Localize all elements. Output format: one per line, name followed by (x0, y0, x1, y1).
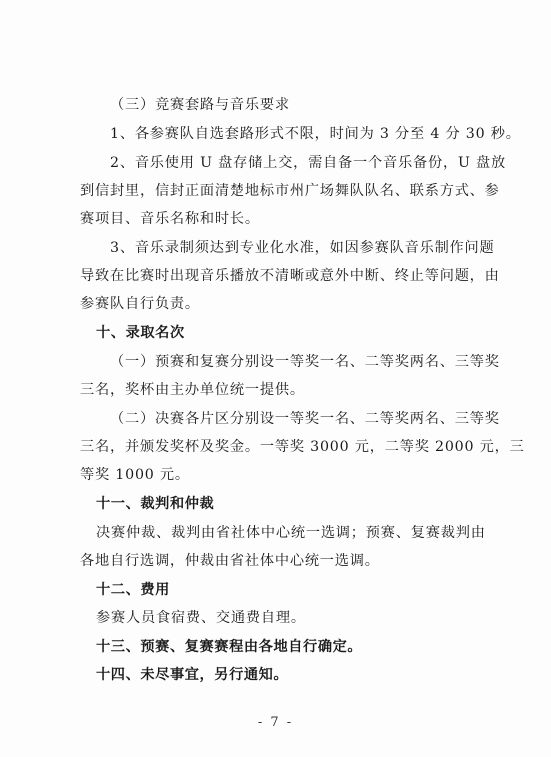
paragraph-line: 赛项目、音乐名称和时长。 (80, 211, 260, 227)
paragraph-line: 2、音乐使用 U 盘存储上交，需自备一个音乐备份，U 盘放 (110, 155, 506, 171)
section-heading-awards: 十、录取名次 (96, 325, 185, 341)
paragraph-line: 三名，奖杯由主办单位统一提供。 (80, 382, 305, 398)
paragraph-line: 3、音乐录制须达到专业化水准，如因参赛队音乐制作问题 (110, 240, 495, 256)
paragraph-line: （二）决赛各片区分别设一等奖一名、二等奖两名、三等奖 (110, 411, 500, 427)
paragraph-line: 参赛队自行负责。 (80, 296, 200, 312)
paragraph-line: 参赛人员食宿费、交通费自理。 (96, 610, 306, 626)
section-heading-other-matters: 十四、未尽事宜，另行通知。 (96, 667, 289, 683)
paragraph-line: 各地自行选调，仲裁由省社体中心统一选调。 (80, 553, 380, 569)
paragraph-line: 决赛仲裁、裁判由省社体中心统一选调；预赛、复赛裁判由 (96, 525, 486, 541)
paragraph-line: 1、各参赛队自选套路形式不限，时间为 3 分至 4 分 30 秒。 (110, 126, 521, 142)
section-heading-schedule: 十三、预赛、复赛赛程由各地自行确定。 (96, 639, 363, 655)
page-number: - 7 - (257, 715, 294, 730)
paragraph-line: （一）预赛和复赛分别设一等奖一名、二等奖两名、三等奖 (110, 354, 500, 370)
paragraph-line: 等奖 1000 元。 (80, 467, 190, 483)
paragraph-line: 到信封里，信封正面清楚地标市州广场舞队队名、联系方式、参 (80, 183, 500, 199)
section-heading-judging: 十一、裁判和仲裁 (96, 496, 215, 512)
paragraph-line: 导致在比赛时出现音乐播放不清晰或意外中断、终止等问题，由 (80, 268, 500, 284)
section-heading-fees: 十二、费用 (96, 582, 170, 598)
paragraph-line: 三名，并颁发奖杯及奖金。一等奖 3000 元，二等奖 2000 元，三 (80, 439, 525, 455)
subsection-heading-competition-requirements: （三）竞赛套路与音乐要求 (110, 97, 290, 113)
